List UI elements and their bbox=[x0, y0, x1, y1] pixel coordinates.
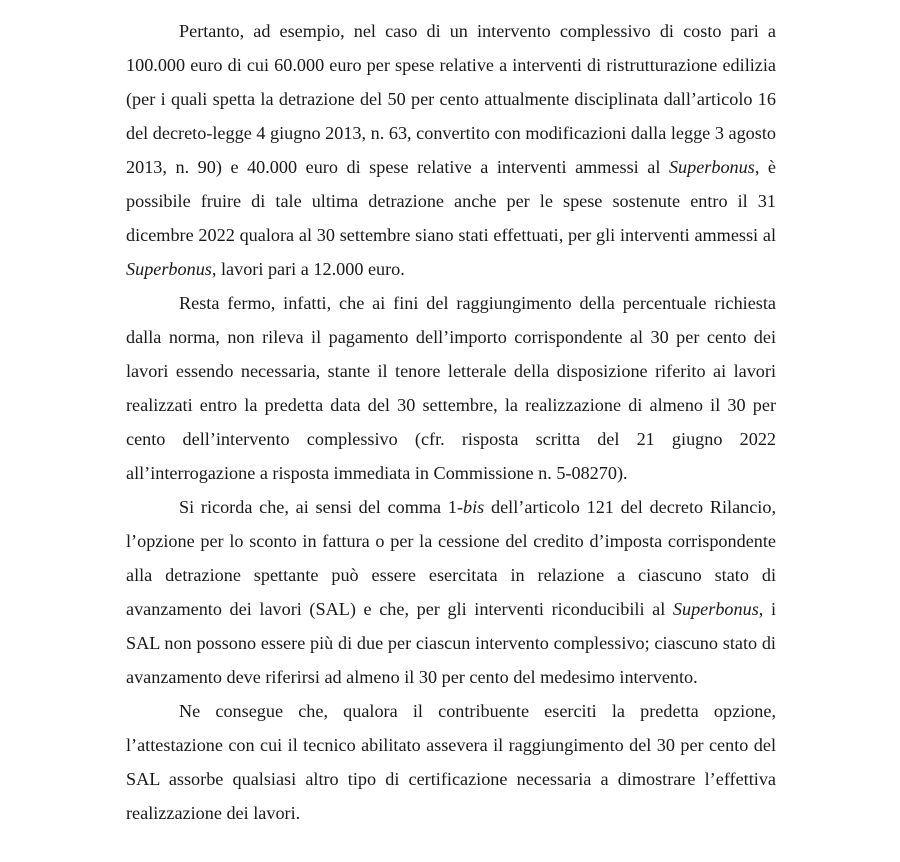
paragraph-1 bbox=[126, 14, 776, 286]
paragraph-text: , lavori pari a 12.000 euro. bbox=[211, 259, 405, 279]
paragraph-text: , è possibile fruire di tale ultima detrazione anche per le spese sostenute entro il 31 dicembre 2022 qualora al 30 settembre siano stati effettuati, per gli interventi ammessi al bbox=[126, 157, 776, 245]
italic-term: Superbonus bbox=[126, 259, 212, 279]
paragraph-text: dell’articolo 121 del decreto Rilancio, l’opzione per lo sconto in fattura o per la cessione del credito d’imposta corrispondente alla detrazione spettante può essere esercitata in relazione a ciascuno stato di avanzamento dei lavori (SAL) e che, per gli interventi riconducibili al bbox=[126, 497, 776, 619]
paragraph-3 bbox=[126, 490, 776, 694]
paragraph-text: Si ricorda che, ai sensi del comma 1- bbox=[179, 497, 464, 517]
document-page bbox=[126, 14, 776, 830]
paragraph-text: Resta fermo, infatti, che ai fini del raggiungimento della percentuale richiesta dalla norma, non rileva il pagamento dell’importo corrispondente al 30 per cento dei lavori essendo necessaria, stante il tenore letterale della disposizione riferito ai lavori realizzati entro la predetta data del 30 settembre, la realizzazione di almeno il 30 per cento dell’intervento complessivo (cfr. risposta scritta del 21 giugno 2022 all’interrogazione a risposta immediata in Commissione n. 5-08270). bbox=[126, 293, 776, 483]
italic-term: bis bbox=[463, 497, 485, 517]
paragraph-text: , i SAL non possono essere più di due per ciascun intervento complessivo; ciascuno stato di avanzamento deve riferirsi ad almeno il 30 per cento del medesimo intervento. bbox=[126, 599, 776, 687]
paragraph-4 bbox=[126, 694, 776, 830]
paragraph-text: Ne consegue che, qualora il contribuente eserciti la predetta opzione, l’attestazione con cui il tecnico abilitato assevera il raggiungimento del 30 per cento del SAL assorbe qualsiasi altro tipo di certificazione necessaria a dimostrare l’effettiva realizzazione dei lavori. bbox=[126, 701, 776, 823]
paragraph-text: Pertanto, ad esempio, nel caso di un intervento complessivo di costo pari a 100.000 euro di cui 60.000 euro per spese relative a interventi di ristrutturazione edilizia (per i quali spetta la detrazione del 50 per cento attualmente disciplinata dall’articolo 16 del decreto-legge 4 giugno 2013, n. 63, convertito con modificazioni dalla legge 3 agosto 2013, n. 90) e 40.000 euro di spese relative a interventi ammessi al bbox=[126, 21, 776, 177]
italic-term: Superbonus bbox=[672, 599, 759, 619]
italic-term: Superbonus bbox=[668, 157, 755, 177]
paragraph-2 bbox=[126, 286, 776, 490]
